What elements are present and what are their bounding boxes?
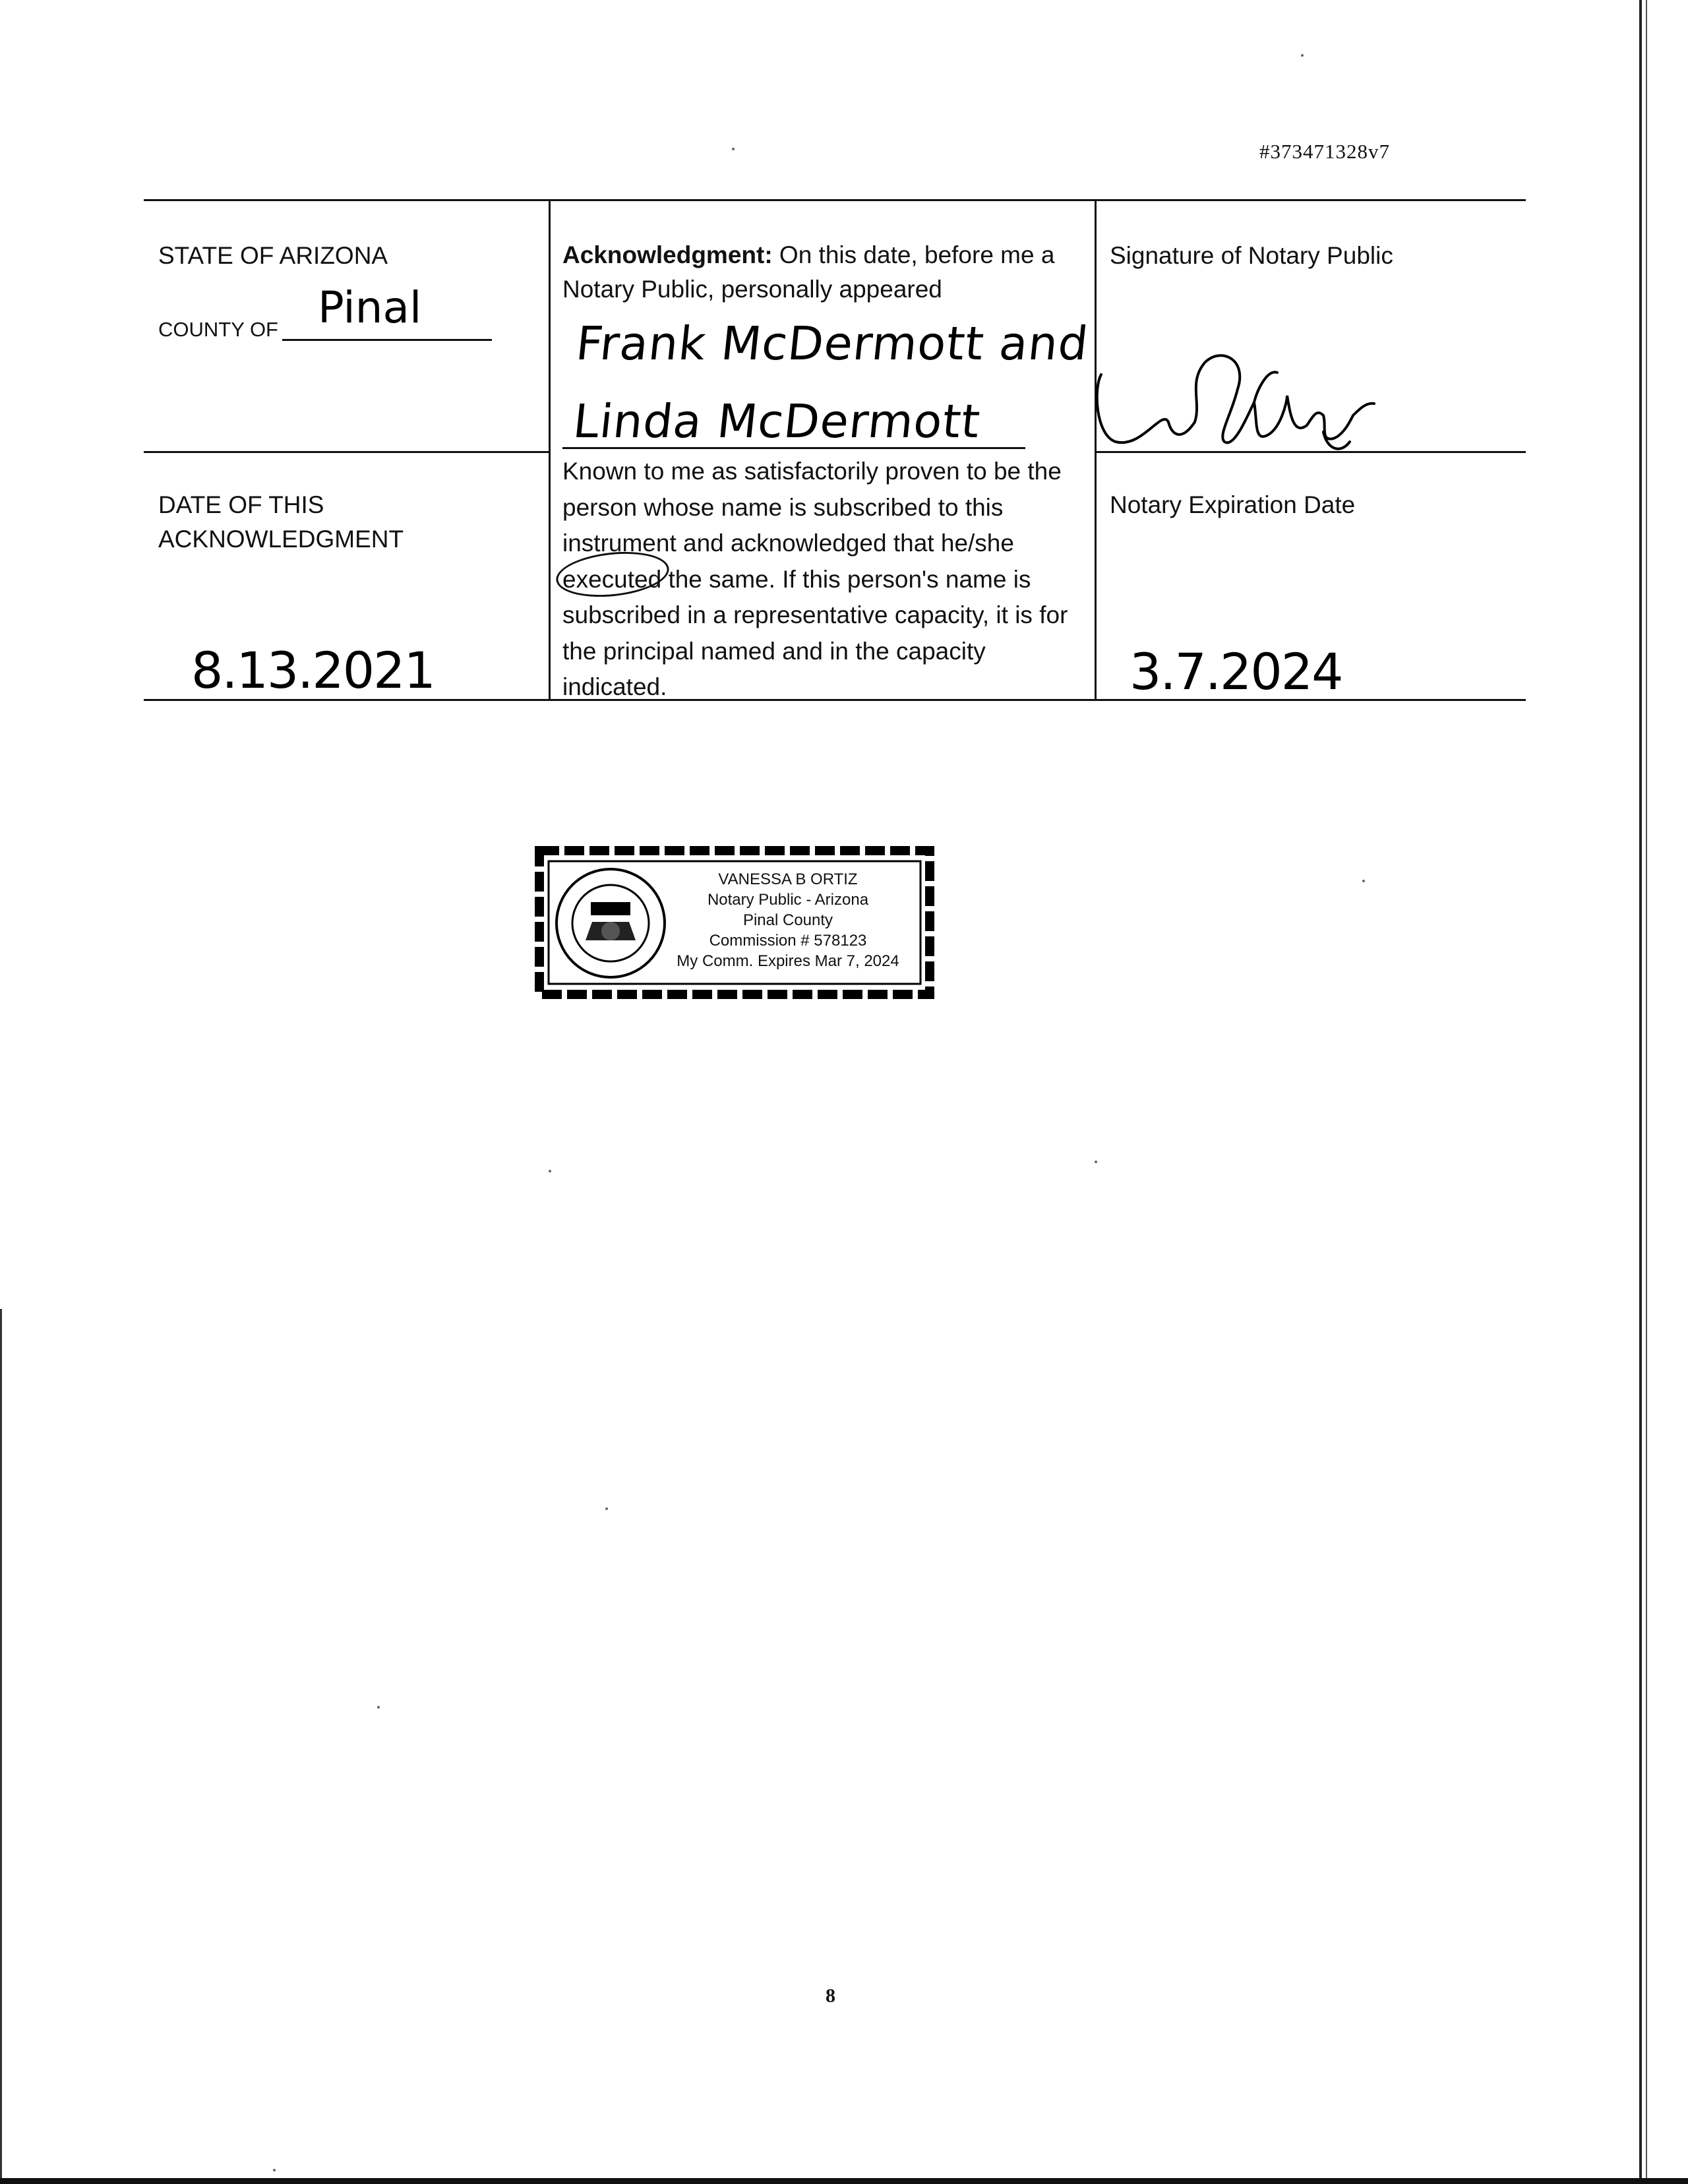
county-underline <box>282 339 492 341</box>
acknowledgment-heading: Acknowledgment: <box>562 241 773 268</box>
scan-speck <box>1301 54 1304 57</box>
acknowledgment-date-value: 8.13.2021 <box>191 641 435 700</box>
table-top-rule <box>144 199 1526 201</box>
scan-edge-right <box>1639 0 1642 2184</box>
stamp-title: Notary Public - Arizona <box>707 891 869 909</box>
scan-edge-right-thin <box>1646 0 1647 2184</box>
column-divider-left <box>549 199 551 701</box>
county-label: COUNTY OF <box>158 318 278 341</box>
stamp-county: Pinal County <box>742 911 833 929</box>
acknowledgment-body: Known to me as satisfactorily proven to be the person whose name is subscribed to this instrument and acknowledged that he/she executed the same. If this person's name is subscribed in a representative capacity, it is for the principal named and in the capacity indicated. <box>562 458 1068 700</box>
acknowledgment-intro-text: On this date, before me a Notary Public, personally appeared <box>562 241 1055 303</box>
scan-speck <box>273 2169 276 2171</box>
state-label: STATE OF ARIZONA <box>158 242 388 269</box>
stamp-expires: My Comm. Expires Mar 7, 2024 <box>677 952 899 970</box>
scan-speck <box>1362 880 1365 882</box>
acknowledgment-intro <box>562 238 1090 307</box>
scan-speck <box>377 1706 380 1709</box>
stamp-commission: Commission # 578123 <box>709 932 867 950</box>
stamp-name: VANESSA B ORTIZ <box>718 870 858 888</box>
scan-edge-left <box>0 1309 2 2184</box>
scan-speck <box>549 1170 551 1172</box>
notary-expiration-label: Notary Expiration Date <box>1110 491 1356 518</box>
page-number: 8 <box>826 1985 835 2007</box>
scan-speck <box>1095 1161 1097 1163</box>
signer-line-1: Frank McDermott and <box>573 317 1091 371</box>
notary-signature-label: Signature of Notary Public <box>1110 242 1393 269</box>
left-row-rule <box>144 451 550 453</box>
scan-edge-bottom <box>0 2178 1688 2184</box>
notary-expiration-value: 3.7.2024 <box>1130 642 1342 701</box>
signer-names <box>564 305 1093 460</box>
county-value: Pinal <box>318 282 422 333</box>
scan-speck <box>732 148 735 150</box>
scan-speck <box>605 1507 608 1510</box>
signer-line-2: Linda McDermott <box>570 394 983 448</box>
document-id: #373471328v7 <box>1259 140 1390 163</box>
notary-signature <box>1089 343 1379 468</box>
date-label: DATE OF THIS ACKNOWLEDGMENT <box>158 491 404 553</box>
stamp-text <box>659 869 917 971</box>
